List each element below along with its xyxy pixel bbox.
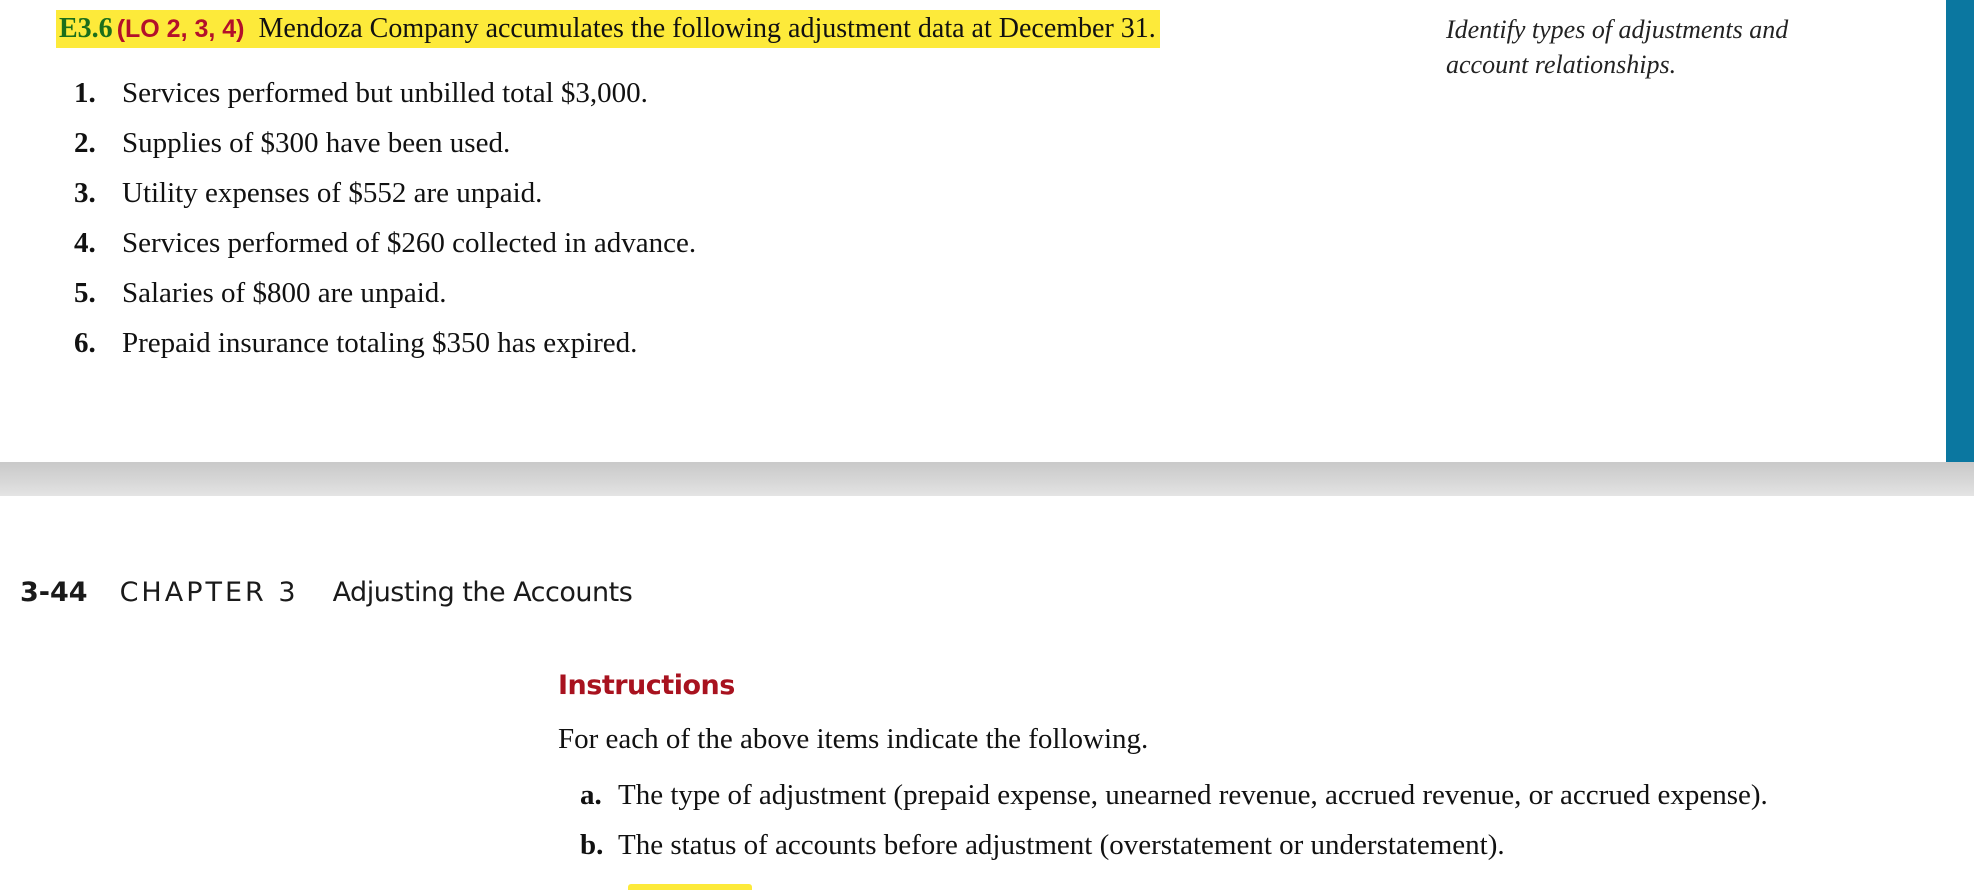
page-edge-bar (1946, 0, 1974, 462)
adjustment-items-list (74, 68, 696, 368)
exercise-statement: Mendoza Company accumulates the following adjustment data at December 31. (259, 10, 1160, 48)
item-text: Utility expenses of $552 are unpaid. (122, 176, 543, 209)
item-text: Salaries of $800 are unpaid. (122, 276, 447, 309)
exercise-header (56, 10, 1160, 48)
item-number: 2. (74, 126, 96, 159)
list-item (74, 168, 696, 218)
instructions-sublist (580, 770, 1768, 870)
page-number: 3-44 (20, 576, 88, 608)
list-item (580, 770, 1768, 820)
partial-highlight-mark (628, 884, 752, 890)
item-text: Prepaid insurance totaling $350 has expired. (122, 326, 638, 359)
item-number: 1. (74, 76, 96, 109)
instructions-intro: For each of the above items indicate the following. (558, 723, 1149, 755)
subitem-letter: a. (580, 778, 602, 811)
subitem-text: The type of adjustment (prepaid expense, unearned revenue, accrued revenue, or accrued expense). (618, 778, 1768, 811)
subitem-letter: b. (580, 828, 604, 861)
list-item (74, 118, 696, 168)
instructions-heading: Instructions (558, 670, 735, 701)
chapter-label: CHAPTER 3 (119, 576, 299, 608)
margin-note-line-2: account relationships. (1446, 50, 1677, 79)
list-item (74, 268, 696, 318)
page-separator (0, 462, 1974, 496)
margin-note (1446, 12, 1886, 82)
learning-objectives-tag: (LO 2, 3, 4) (117, 10, 259, 48)
list-item (580, 820, 1768, 870)
item-number: 6. (74, 326, 96, 359)
page-bottom (0, 496, 1974, 890)
list-item (74, 68, 696, 118)
exercise-id: E3.6 (56, 10, 117, 48)
item-number: 3. (74, 176, 96, 209)
margin-note-line-1: Identify types of adjustments and (1446, 15, 1789, 44)
item-text: Services performed but unbilled total $3,000. (122, 76, 648, 109)
list-item (74, 218, 696, 268)
list-item (74, 318, 696, 368)
item-text: Supplies of $300 have been used. (122, 126, 511, 159)
subitem-text: The status of accounts before adjustment (overstatement or understatement). (618, 828, 1505, 861)
item-number: 5. (74, 276, 96, 309)
item-number: 4. (74, 226, 96, 259)
running-header (20, 572, 632, 612)
chapter-title: Adjusting the Accounts (332, 576, 633, 608)
item-text: Services performed of $260 collected in advance. (122, 226, 697, 259)
